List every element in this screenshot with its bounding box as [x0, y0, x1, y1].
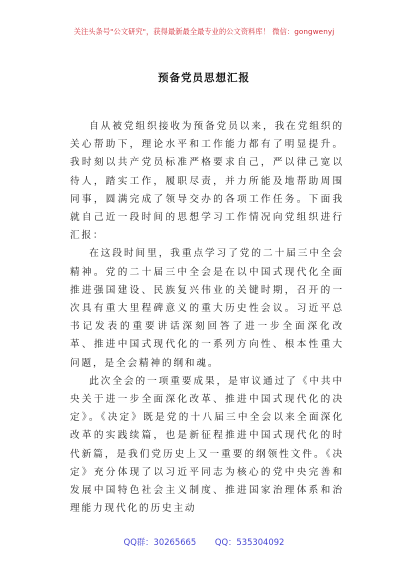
page-title: 预备党员思想汇报: [158, 72, 250, 84]
footer-qq: QQ：535304092: [214, 537, 285, 547]
paragraph-3: 此次全会的一项重要成果，是审议通过了《中共中央关于进一步全面深化改革、推进中国式现代化的决定》。《决定》既是党的十八届三中全会以来全面深化改革的实践续篇，也是新征程推进中国式现代化的时代新篇，是我们党历史上又一重要的纲领性文件。《决定》充分体现了以习近平同志为核心的党中央完善和发展中国特色社会主义制度、推进国家治理体系和治理能力现代化的历史主动: [70, 375, 344, 515]
header-notice: 关注头条号"公文研究"，获得最新最全最专业的公文资料库！ 微信：gongwenyj: [73, 27, 335, 36]
paragraph-2: 在这段时间里，我重点学习了党的二十届三中全会精神。党的二十届三中全会是在以中国式现代化全面推进强国建设、民族复兴伟业的关键时期，召开的一次具有重大里程碑意义的重大历史性会议。习近平总书记发表的重要讲话深刻回答了进一步全面深化改革、推进中国式现代化的一系列方向性、根本性重大问题，是全会精神的纲和魂。: [70, 248, 344, 369]
footer-contact: [0, 536, 408, 548]
paragraph-1: 自从被党组织接收为预备党员以来，我在党组织的关心帮助下，理论水平和工作能力都有了明显提升。我时刻以共产党员标准严格要求自己，严以律己宽以待人，踏实工作，履职尽责，并力所能及地帮助周围同事，圆满完成了领导交办的各项工作任务。下面我就自己近一段时间的思想学习工作情况向党组织进行汇报：: [70, 121, 344, 242]
footer-qq-group: QQ群：30265665: [123, 537, 197, 547]
document-body: [70, 118, 344, 518]
